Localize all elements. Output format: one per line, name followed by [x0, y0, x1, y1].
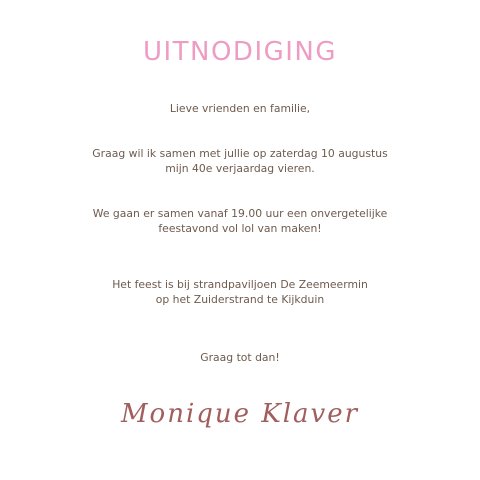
time-line-1: We gaan er samen vanaf 19.00 uur een onvergetelijke — [92, 207, 388, 220]
location-line-2: op het Zuiderstrand te Kijkduin — [155, 293, 325, 306]
date-line-1: Graag wil ik samen met jullie op zaterdag 10 augustus — [92, 147, 388, 160]
signature-text: Monique Klaver — [120, 399, 360, 429]
date-paragraph — [40, 146, 440, 176]
greeting-text: Lieve vrienden en familie, — [169, 102, 311, 115]
time-paragraph — [40, 206, 440, 236]
invitation-title: UITNODIGING — [142, 37, 338, 67]
signature — [90, 388, 390, 440]
location-paragraph — [40, 277, 440, 307]
closing — [40, 350, 440, 365]
closing-text: Graag tot dan! — [200, 351, 280, 364]
location-line-1: Het feest is bij strandpaviljoen De Zeemeermin — [112, 278, 368, 291]
time-line-2: feestavond vol lol van maken! — [158, 222, 322, 235]
date-line-2: mijn 40e verjaardag vieren. — [165, 162, 315, 175]
greeting — [40, 101, 440, 116]
